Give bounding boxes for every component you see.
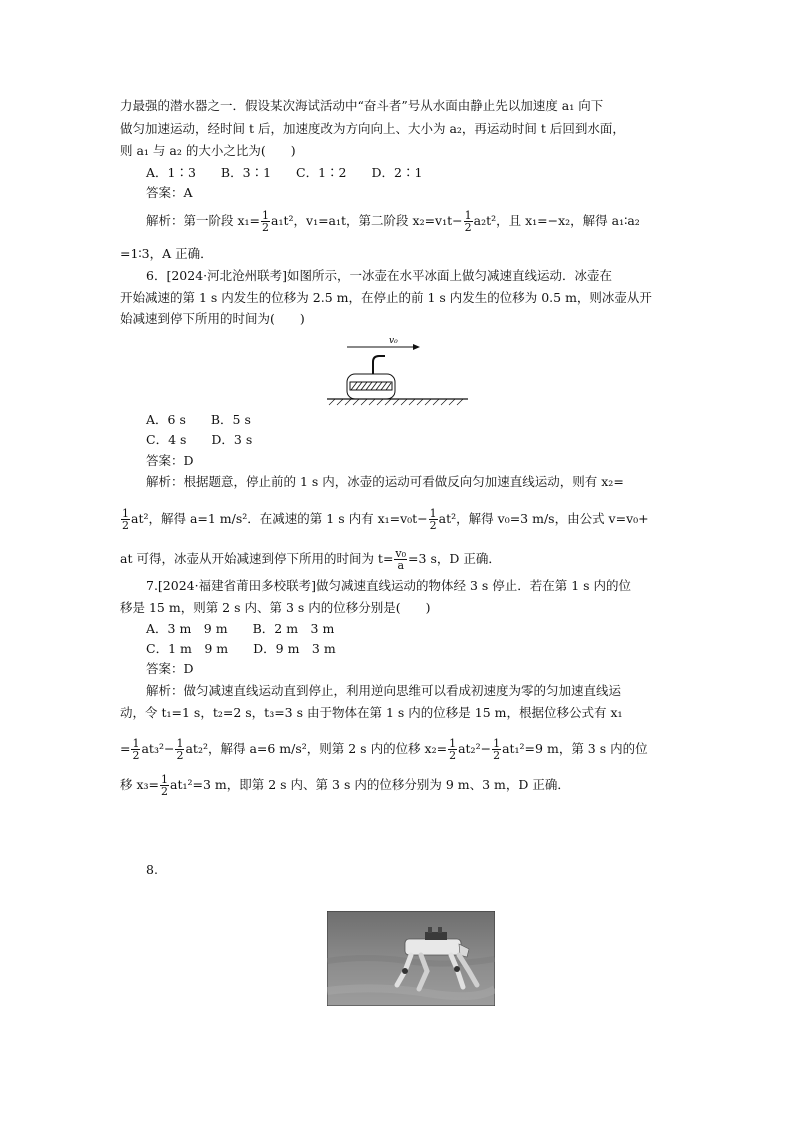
q8-number: 8. <box>146 862 158 877</box>
fraction: $\frac{1}{2}$ <box>449 737 457 762</box>
q6-answer: 答案：D <box>146 453 194 468</box>
q7-analysis-1: 解析：做匀减速直线运动直到停止，利用逆向思维可以看成初速度为零的匀加速直线运 <box>146 683 622 698</box>
fraction: $\frac{1}{2}$ <box>122 507 129 532</box>
q5-options: A．1∶3 B．3∶1 C．1∶2 D．2∶1 <box>146 165 423 180</box>
q6-analysis-3: at 可得，冰壶从开始减速到停下所用的时间为 t= $\frac{\text{v₀}}{a}$ =3 s，D 正确． <box>120 547 501 572</box>
q6-analysis-2: $\frac{1}{2}$ at²，解得 a=1 m/s²．在减速的第 1 s 内有 x₁=v₀t− $\frac{1}{2}$ at²，解得 v₀=3 m/s，由公式 v=v₀+ <box>122 507 649 532</box>
q7-analysis-3: = $\frac{1}{2}$ at₃²− $\frac{1}{2}$ at₂²，解得 a=6 m/s²，则第 2 s 内的位移 x₂= $\frac{1}{2}$ at₂²− $\frac{1}{2}$ at₁²=9 m，第 3 s 内的位 <box>120 737 648 762</box>
fraction: $\frac{1}{2}$ <box>176 737 184 762</box>
q7-line1: 7.[2024·福建省莆田多校联考]做匀减速直线运动的物体经 3 s 停止．若在第 1 s 内的位 <box>146 578 632 593</box>
fraction: $\frac{1}{2}$ <box>161 773 169 798</box>
q5-analysis: 解析：第一阶段 x₁= $\frac{1}{2}$ a₁t²，v₁=a₁t，第二阶段 x₂=v₁t− $\frac{1}{2}$ a₂t²，且 x₁=−x₂，解得 a₁∶a₂ <box>146 209 640 234</box>
q5-line1: 力最强的潜水器之一．假设某次海试活动中“奋斗者”号从水面由静止先以加速度 a₁ 向下 <box>120 98 604 113</box>
q6-line3: 始减速到停下所用的时间为( ) <box>120 311 305 326</box>
v0-label: v₀ <box>389 336 398 346</box>
q6-line2: 开始减速的第 1 s 内发生的位移为 2.5 m，在停止的前 1 s 内发生的位移为 0.5 m，则冰壶从开 <box>120 290 652 305</box>
fraction: $\frac{1}{2}$ <box>464 209 472 234</box>
q6-line1: 6．[2024·河北沧州联考]如图所示，一冰壶在水平冰面上做匀减速直线运动．冰壶在 <box>146 268 612 283</box>
fraction: $\frac{1}{2}$ <box>132 737 140 762</box>
q7-analysis-2: 动，令 t₁=1 s，t₂=2 s，t₃=3 s 由于物体在第 1 s 内的位移是 15 m，根据位移公式有 x₁ <box>120 705 623 720</box>
q7-analysis-4: 移 x₃= $\frac{1}{2}$ at₁²=3 m，即第 2 s 内、第 3 s 内的位移分别为 9 m、3 m，D 正确． <box>120 773 570 798</box>
q6-options-ab: A．6 s B．5 s <box>146 412 251 427</box>
q6-options-cd: C．4 s D．3 s <box>146 432 253 447</box>
q5-line2: 做匀加速运动，经时间 t 后，加速度改为方向向上、大小为 a₂，再运动时间 t 后回到水面， <box>120 121 625 136</box>
fraction: $\frac{1}{2}$ <box>262 209 270 234</box>
q6-analysis-1: 解析：根据题意，停止前的 1 s 内，冰壶的运动可看做反向匀加速直线运动，则有 x₂= <box>146 474 624 489</box>
q5-analysis-end: =1∶3，A 正确． <box>120 246 213 261</box>
q7-line2: 移是 15 m，则第 2 s 内、第 3 s 内的位移分别是( ) <box>120 600 431 615</box>
q7-answer: 答案：D <box>146 661 194 676</box>
q7-options-cd: C．1 m 9 m D．9 m 3 m <box>146 641 336 656</box>
q5-answer: 答案：A <box>146 185 193 200</box>
q5-line3: 则 a₁ 与 a₂ 的大小之比为( ) <box>120 143 296 158</box>
curling-stone-figure <box>325 334 470 406</box>
fraction: $\frac{\text{v₀}}{a}$ <box>395 547 407 572</box>
fraction: $\frac{1}{2}$ <box>429 507 437 532</box>
robot-dog-photo <box>327 911 495 1006</box>
fraction: $\frac{1}{2}$ <box>493 737 501 762</box>
q7-options-ab: A．3 m 9 m B．2 m 3 m <box>146 621 335 636</box>
